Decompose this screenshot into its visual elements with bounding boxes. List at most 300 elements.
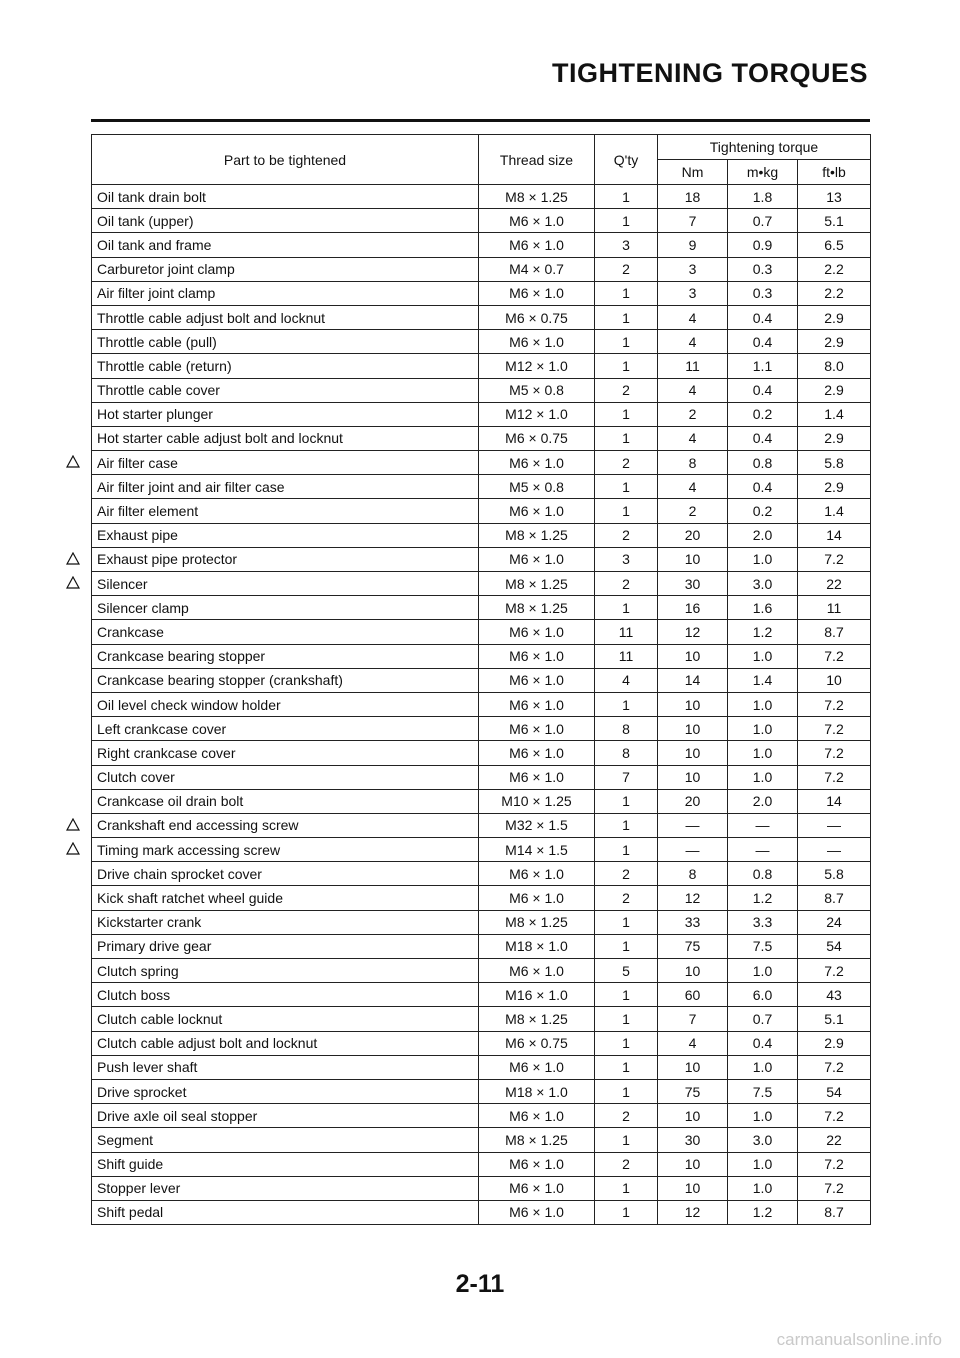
- cell-mkg: 0.7: [728, 209, 798, 233]
- cell-ftlb: —: [798, 838, 871, 862]
- cell-qty: 1: [595, 1176, 658, 1200]
- warning-triangle-icon: [62, 836, 84, 860]
- warning-triangle-icon: [62, 812, 84, 836]
- cell-ftlb: 1.4: [798, 499, 871, 523]
- cell-nm: 4: [658, 330, 728, 354]
- cell-nm: 12: [658, 620, 728, 644]
- cell-thread: M6 × 0.75: [479, 305, 595, 329]
- cell-mkg: 2.0: [728, 789, 798, 813]
- cell-mkg: —: [728, 838, 798, 862]
- cell-qty: 1: [595, 1007, 658, 1031]
- cell-ftlb: 2.9: [798, 305, 871, 329]
- cell-nm: 9: [658, 233, 728, 257]
- header-ftlb: ft•lb: [798, 160, 871, 185]
- watermark: carmanualsonline.info: [776, 1330, 942, 1349]
- table-row: [92, 765, 871, 789]
- cell-part: Air filter joint and air filter case: [92, 475, 479, 499]
- cell-ftlb: 22: [798, 572, 871, 596]
- cell-mkg: 1.0: [728, 959, 798, 983]
- cell-thread: M32 × 1.5: [479, 813, 595, 837]
- cell-ftlb: 2.2: [798, 257, 871, 281]
- cell-thread: M6 × 1.0: [479, 862, 595, 886]
- cell-part: Throttle cable (pull): [92, 330, 479, 354]
- cell-thread: M6 × 1.0: [479, 1152, 595, 1176]
- cell-ftlb: 5.1: [798, 1007, 871, 1031]
- cell-mkg: 1.0: [728, 692, 798, 716]
- cell-nm: 4: [658, 378, 728, 402]
- table-row: [92, 910, 871, 934]
- cell-ftlb: 2.9: [798, 1031, 871, 1055]
- cell-qty: 3: [595, 233, 658, 257]
- cell-mkg: 1.2: [728, 1200, 798, 1224]
- table-row: [92, 305, 871, 329]
- cell-ftlb: 14: [798, 523, 871, 547]
- cell-qty: 1: [595, 281, 658, 305]
- cell-thread: M6 × 1.0: [479, 959, 595, 983]
- cell-mkg: —: [728, 813, 798, 837]
- cell-thread: M10 × 1.25: [479, 789, 595, 813]
- cell-part: Air filter joint clamp: [92, 281, 479, 305]
- cell-qty: 2: [595, 523, 658, 547]
- table-row: [92, 378, 871, 402]
- cell-part: Oil level check window holder: [92, 692, 479, 716]
- cell-mkg: 1.0: [728, 547, 798, 571]
- cell-thread: M6 × 1.0: [479, 330, 595, 354]
- cell-part: Hot starter cable adjust bolt and locknut: [92, 426, 479, 450]
- cell-part: Kick shaft ratchet wheel guide: [92, 886, 479, 910]
- cell-qty: 5: [595, 959, 658, 983]
- cell-qty: 1: [595, 354, 658, 378]
- cell-thread: M6 × 1.0: [479, 717, 595, 741]
- cell-nm: 10: [658, 765, 728, 789]
- cell-mkg: 1.2: [728, 886, 798, 910]
- cell-ftlb: 2.9: [798, 426, 871, 450]
- cell-mkg: 1.0: [728, 717, 798, 741]
- cell-thread: M5 × 0.8: [479, 378, 595, 402]
- cell-mkg: 0.4: [728, 305, 798, 329]
- cell-ftlb: 7.2: [798, 717, 871, 741]
- cell-mkg: 2.0: [728, 523, 798, 547]
- cell-part: Push lever shaft: [92, 1055, 479, 1079]
- cell-thread: M6 × 0.75: [479, 1031, 595, 1055]
- cell-nm: 4: [658, 1031, 728, 1055]
- table-row: [92, 354, 871, 378]
- cell-ftlb: 11: [798, 596, 871, 620]
- cell-ftlb: 7.2: [798, 1055, 871, 1079]
- cell-mkg: 1.8: [728, 185, 798, 209]
- table-row: [92, 1128, 871, 1152]
- table-row: [92, 1055, 871, 1079]
- cell-nm: 14: [658, 668, 728, 692]
- cell-qty: 1: [595, 305, 658, 329]
- cell-part: Silencer: [92, 572, 479, 596]
- cell-nm: —: [658, 813, 728, 837]
- cell-mkg: 1.0: [728, 1055, 798, 1079]
- cell-ftlb: 5.8: [798, 451, 871, 475]
- cell-part: Timing mark accessing screw: [92, 838, 479, 862]
- cell-ftlb: 2.2: [798, 281, 871, 305]
- cell-part: Clutch spring: [92, 959, 479, 983]
- cell-thread: M6 × 1.0: [479, 281, 595, 305]
- cell-part: Primary drive gear: [92, 934, 479, 958]
- table-row: [92, 692, 871, 716]
- header-qty: Q'ty: [595, 135, 658, 185]
- table-row: [92, 838, 871, 862]
- cell-ftlb: 7.2: [798, 765, 871, 789]
- cell-nm: 10: [658, 959, 728, 983]
- table-row: [92, 886, 871, 910]
- cell-part: Throttle cable adjust bolt and locknut: [92, 305, 479, 329]
- cell-part: Left crankcase cover: [92, 717, 479, 741]
- cell-thread: M8 × 1.25: [479, 185, 595, 209]
- cell-thread: M6 × 1.0: [479, 1200, 595, 1224]
- cell-qty: 1: [595, 789, 658, 813]
- cell-ftlb: 14: [798, 789, 871, 813]
- cell-thread: M6 × 1.0: [479, 765, 595, 789]
- cell-part: Exhaust pipe protector: [92, 547, 479, 571]
- cell-qty: 1: [595, 596, 658, 620]
- cell-nm: 30: [658, 1128, 728, 1152]
- cell-qty: 1: [595, 185, 658, 209]
- cell-mkg: 1.6: [728, 596, 798, 620]
- cell-qty: 1: [595, 983, 658, 1007]
- cell-ftlb: 22: [798, 1128, 871, 1152]
- cell-mkg: 0.4: [728, 1031, 798, 1055]
- cell-part: Kickstarter crank: [92, 910, 479, 934]
- cell-mkg: 1.0: [728, 1176, 798, 1200]
- cell-nm: 20: [658, 789, 728, 813]
- table-row: [92, 1079, 871, 1103]
- cell-nm: 10: [658, 741, 728, 765]
- cell-qty: 1: [595, 813, 658, 837]
- cell-mkg: 0.3: [728, 281, 798, 305]
- cell-qty: 1: [595, 1079, 658, 1103]
- title-rule: [91, 119, 870, 122]
- cell-ftlb: 6.5: [798, 233, 871, 257]
- cell-ftlb: 1.4: [798, 402, 871, 426]
- cell-mkg: 1.1: [728, 354, 798, 378]
- cell-mkg: 3.3: [728, 910, 798, 934]
- warning-triangle-icon: [62, 570, 84, 594]
- cell-mkg: 1.0: [728, 1152, 798, 1176]
- table-row: [92, 668, 871, 692]
- cell-ftlb: 7.2: [798, 692, 871, 716]
- cell-thread: M6 × 1.0: [479, 499, 595, 523]
- cell-nm: 12: [658, 886, 728, 910]
- cell-nm: 33: [658, 910, 728, 934]
- cell-part: Oil tank drain bolt: [92, 185, 479, 209]
- cell-ftlb: 2.9: [798, 330, 871, 354]
- cell-mkg: 3.0: [728, 572, 798, 596]
- cell-nm: 10: [658, 1055, 728, 1079]
- table-row: [92, 644, 871, 668]
- cell-thread: M8 × 1.25: [479, 910, 595, 934]
- cell-nm: 8: [658, 451, 728, 475]
- cell-mkg: 0.9: [728, 233, 798, 257]
- cell-nm: 4: [658, 475, 728, 499]
- cell-part: Drive sprocket: [92, 1079, 479, 1103]
- cell-nm: 3: [658, 281, 728, 305]
- cell-mkg: 0.4: [728, 330, 798, 354]
- cell-nm: 30: [658, 572, 728, 596]
- cell-thread: M16 × 1.0: [479, 983, 595, 1007]
- cell-qty: 1: [595, 402, 658, 426]
- cell-ftlb: 8.0: [798, 354, 871, 378]
- cell-thread: M8 × 1.25: [479, 1128, 595, 1152]
- cell-part: Drive axle oil seal stopper: [92, 1104, 479, 1128]
- cell-mkg: 1.0: [728, 765, 798, 789]
- page-number: 2-11: [455, 1270, 505, 1298]
- cell-qty: 2: [595, 257, 658, 281]
- cell-nm: 8: [658, 862, 728, 886]
- cell-nm: 10: [658, 692, 728, 716]
- cell-nm: 75: [658, 934, 728, 958]
- cell-part: Silencer clamp: [92, 596, 479, 620]
- cell-qty: 8: [595, 741, 658, 765]
- cell-qty: 1: [595, 475, 658, 499]
- table-row: [92, 1152, 871, 1176]
- table-row: [92, 572, 871, 596]
- cell-thread: M6 × 0.75: [479, 426, 595, 450]
- table-row: [92, 330, 871, 354]
- cell-thread: M8 × 1.25: [479, 596, 595, 620]
- cell-thread: M6 × 1.0: [479, 1104, 595, 1128]
- cell-nm: 7: [658, 209, 728, 233]
- warning-triangle-icon: [62, 546, 84, 570]
- cell-mkg: 6.0: [728, 983, 798, 1007]
- torque-table: [91, 134, 871, 1225]
- table-row: [92, 813, 871, 837]
- cell-part: Clutch cover: [92, 765, 479, 789]
- cell-ftlb: 8.7: [798, 1200, 871, 1224]
- cell-mkg: 1.0: [728, 1104, 798, 1128]
- cell-qty: 1: [595, 330, 658, 354]
- cell-qty: 2: [595, 862, 658, 886]
- table-row: [92, 717, 871, 741]
- cell-thread: M5 × 0.8: [479, 475, 595, 499]
- cell-ftlb: 7.2: [798, 741, 871, 765]
- table-row: [92, 209, 871, 233]
- cell-nm: 2: [658, 499, 728, 523]
- cell-mkg: 0.4: [728, 378, 798, 402]
- cell-nm: 11: [658, 354, 728, 378]
- cell-ftlb: 7.2: [798, 644, 871, 668]
- table-row: [92, 789, 871, 813]
- cell-qty: 1: [595, 1128, 658, 1152]
- cell-qty: 1: [595, 910, 658, 934]
- cell-part: Hot starter plunger: [92, 402, 479, 426]
- table-row: [92, 1176, 871, 1200]
- cell-thread: M6 × 1.0: [479, 886, 595, 910]
- cell-ftlb: 54: [798, 1079, 871, 1103]
- cell-qty: 11: [595, 644, 658, 668]
- cell-part: Carburetor joint clamp: [92, 257, 479, 281]
- cell-nm: 18: [658, 185, 728, 209]
- table-row: [92, 281, 871, 305]
- table-row: [92, 451, 871, 475]
- cell-thread: M6 × 1.0: [479, 1176, 595, 1200]
- cell-ftlb: 8.7: [798, 886, 871, 910]
- cell-ftlb: —: [798, 813, 871, 837]
- table-row: [92, 934, 871, 958]
- cell-qty: 2: [595, 886, 658, 910]
- cell-thread: M12 × 1.0: [479, 402, 595, 426]
- cell-ftlb: 24: [798, 910, 871, 934]
- table-row: [92, 596, 871, 620]
- cell-ftlb: 5.1: [798, 209, 871, 233]
- table-row: [92, 523, 871, 547]
- cell-mkg: 0.8: [728, 451, 798, 475]
- table-row: [92, 1007, 871, 1031]
- cell-ftlb: 5.8: [798, 862, 871, 886]
- cell-thread: M8 × 1.25: [479, 523, 595, 547]
- cell-ftlb: 13: [798, 185, 871, 209]
- cell-part: Air filter case: [92, 451, 479, 475]
- cell-ftlb: 54: [798, 934, 871, 958]
- cell-ftlb: 10: [798, 668, 871, 692]
- cell-nm: 10: [658, 547, 728, 571]
- warning-triangle-icon: [62, 449, 84, 473]
- table-row: [92, 1200, 871, 1224]
- cell-part: Crankcase bearing stopper (crankshaft): [92, 668, 479, 692]
- cell-part: Segment: [92, 1128, 479, 1152]
- cell-mkg: 0.3: [728, 257, 798, 281]
- cell-mkg: 1.2: [728, 620, 798, 644]
- cell-part: Throttle cable cover: [92, 378, 479, 402]
- cell-mkg: 0.4: [728, 426, 798, 450]
- cell-mkg: 7.5: [728, 934, 798, 958]
- cell-thread: M6 × 1.0: [479, 233, 595, 257]
- cell-ftlb: 7.2: [798, 547, 871, 571]
- cell-nm: —: [658, 838, 728, 862]
- cell-nm: 10: [658, 644, 728, 668]
- cell-thread: M6 × 1.0: [479, 668, 595, 692]
- cell-nm: 3: [658, 257, 728, 281]
- cell-thread: M6 × 1.0: [479, 644, 595, 668]
- cell-mkg: 0.2: [728, 499, 798, 523]
- table-row: [92, 983, 871, 1007]
- cell-qty: 1: [595, 1031, 658, 1055]
- cell-mkg: 0.2: [728, 402, 798, 426]
- cell-part: Right crankcase cover: [92, 741, 479, 765]
- cell-nm: 10: [658, 1104, 728, 1128]
- cell-thread: M6 × 1.0: [479, 451, 595, 475]
- cell-nm: 60: [658, 983, 728, 1007]
- cell-part: Oil tank and frame: [92, 233, 479, 257]
- cell-part: Clutch cable locknut: [92, 1007, 479, 1031]
- cell-thread: M4 × 0.7: [479, 257, 595, 281]
- cell-qty: 7: [595, 765, 658, 789]
- header-part: Part to be tightened: [92, 135, 479, 185]
- cell-part: Drive chain sprocket cover: [92, 862, 479, 886]
- table-row: [92, 426, 871, 450]
- cell-ftlb: 43: [798, 983, 871, 1007]
- cell-part: Shift pedal: [92, 1200, 479, 1224]
- cell-thread: M18 × 1.0: [479, 934, 595, 958]
- cell-nm: 4: [658, 305, 728, 329]
- cell-qty: 1: [595, 1200, 658, 1224]
- header-torque: Tightening torque: [658, 135, 871, 160]
- cell-ftlb: 2.9: [798, 378, 871, 402]
- cell-mkg: 0.4: [728, 475, 798, 499]
- table-row: [92, 499, 871, 523]
- header-nm: Nm: [658, 160, 728, 185]
- cell-part: Crankcase: [92, 620, 479, 644]
- table-row: [92, 402, 871, 426]
- cell-qty: 3: [595, 547, 658, 571]
- cell-part: Stopper lever: [92, 1176, 479, 1200]
- cell-nm: 10: [658, 717, 728, 741]
- cell-nm: 4: [658, 426, 728, 450]
- cell-thread: M6 × 1.0: [479, 1055, 595, 1079]
- cell-mkg: 1.0: [728, 644, 798, 668]
- cell-ftlb: 2.9: [798, 475, 871, 499]
- cell-part: Clutch cable adjust bolt and locknut: [92, 1031, 479, 1055]
- cell-qty: 1: [595, 692, 658, 716]
- cell-qty: 11: [595, 620, 658, 644]
- cell-part: Exhaust pipe: [92, 523, 479, 547]
- cell-part: Shift guide: [92, 1152, 479, 1176]
- cell-nm: 20: [658, 523, 728, 547]
- cell-qty: 1: [595, 209, 658, 233]
- cell-nm: 12: [658, 1200, 728, 1224]
- cell-qty: 2: [595, 572, 658, 596]
- cell-nm: 75: [658, 1079, 728, 1103]
- cell-thread: M8 × 1.25: [479, 572, 595, 596]
- cell-mkg: 3.0: [728, 1128, 798, 1152]
- cell-qty: 2: [595, 1104, 658, 1128]
- header-mkg: m•kg: [728, 160, 798, 185]
- cell-qty: 1: [595, 499, 658, 523]
- cell-part: Crankcase bearing stopper: [92, 644, 479, 668]
- cell-thread: M6 × 1.0: [479, 547, 595, 571]
- header-thread: Thread size: [479, 135, 595, 185]
- cell-part: Throttle cable (return): [92, 354, 479, 378]
- table-row: [92, 1031, 871, 1055]
- table-row: [92, 620, 871, 644]
- cell-thread: M6 × 1.0: [479, 620, 595, 644]
- cell-nm: 7: [658, 1007, 728, 1031]
- cell-part: Clutch boss: [92, 983, 479, 1007]
- table-body: [92, 185, 871, 1225]
- cell-qty: 2: [595, 1152, 658, 1176]
- cell-ftlb: 8.7: [798, 620, 871, 644]
- cell-thread: M6 × 1.0: [479, 209, 595, 233]
- cell-nm: 16: [658, 596, 728, 620]
- table-row: [92, 547, 871, 571]
- cell-nm: 10: [658, 1176, 728, 1200]
- cell-thread: M8 × 1.25: [479, 1007, 595, 1031]
- cell-nm: 10: [658, 1152, 728, 1176]
- cell-mkg: 1.0: [728, 741, 798, 765]
- cell-thread: M18 × 1.0: [479, 1079, 595, 1103]
- cell-qty: 1: [595, 1055, 658, 1079]
- cell-qty: 1: [595, 838, 658, 862]
- table-row: [92, 185, 871, 209]
- cell-ftlb: 7.2: [798, 1176, 871, 1200]
- cell-qty: 2: [595, 451, 658, 475]
- table-row: [92, 1104, 871, 1128]
- table-row: [92, 862, 871, 886]
- cell-thread: M14 × 1.5: [479, 838, 595, 862]
- table-row: [92, 233, 871, 257]
- cell-qty: 1: [595, 934, 658, 958]
- table-row: [92, 257, 871, 281]
- cell-mkg: 7.5: [728, 1079, 798, 1103]
- cell-part: Air filter element: [92, 499, 479, 523]
- cell-mkg: 0.8: [728, 862, 798, 886]
- cell-part: Crankcase oil drain bolt: [92, 789, 479, 813]
